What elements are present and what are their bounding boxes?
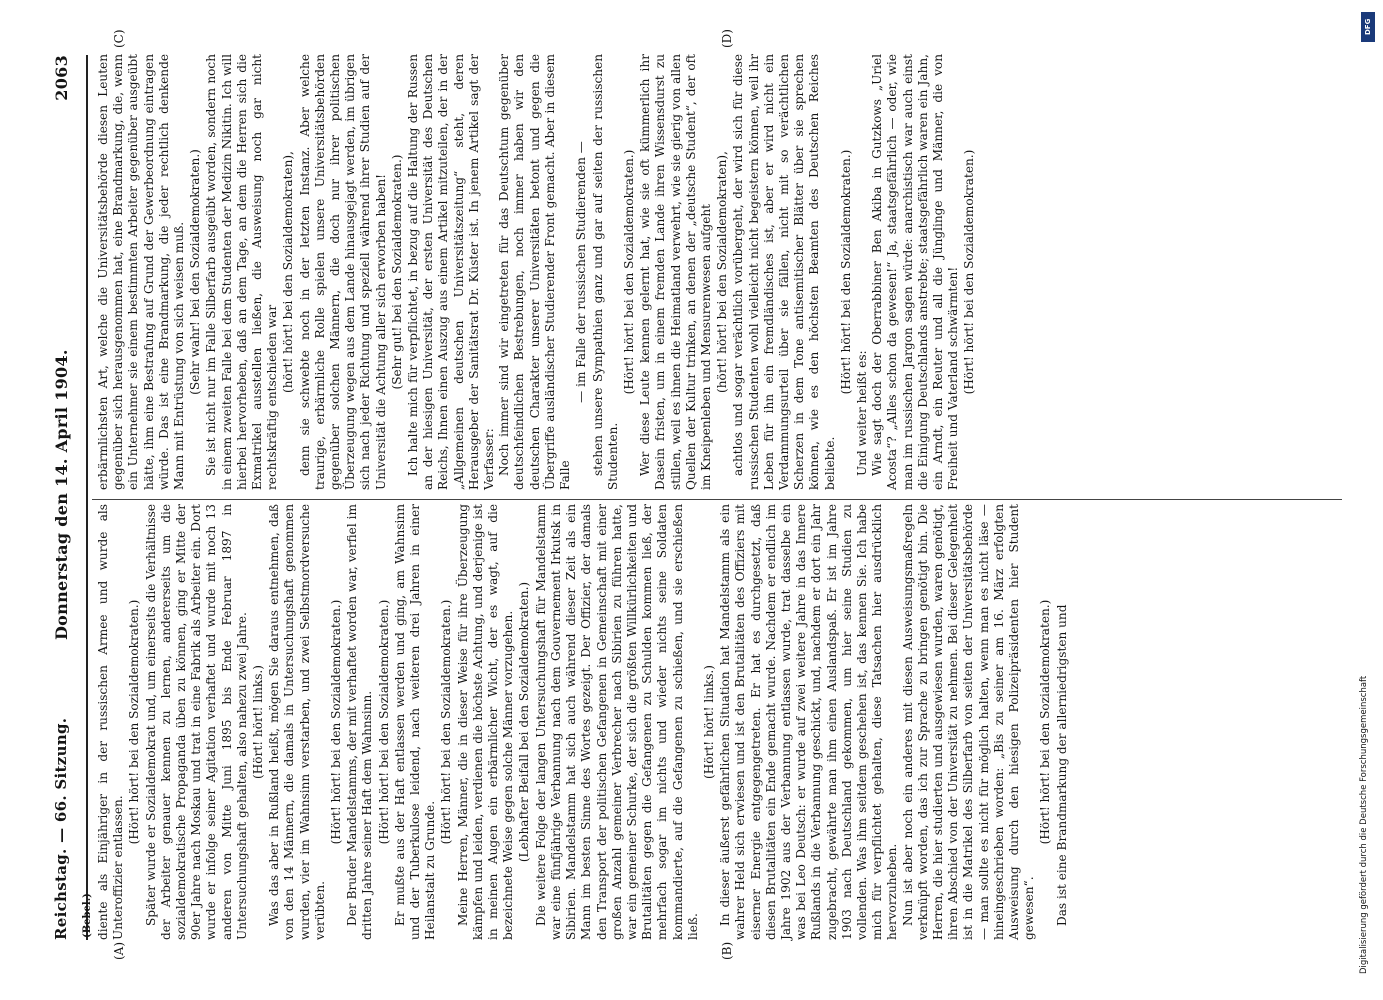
header-session: Reichstag. — 66. Sitzung.	[52, 717, 70, 940]
right-column	[96, 54, 979, 490]
left-column	[96, 504, 1070, 940]
dfg-logo: DFG	[1361, 12, 1375, 42]
paragraph: (Sehr wahr! bei den Sozialdemokraten.)	[188, 149, 203, 395]
margin-marker-a: (A)	[112, 941, 126, 960]
paragraph: Wie sagt doch der Oberrabbiner Ben Akiba in Gutzkows „Uriel Acosta“? „Alles schon da gewesen!“ Ja, staatsgefährlich — oder, wie man im russischen Jargon sagen würde: anarchistisch war auch einst die Einigung Deutschlands anstrebte; staatsgefährlich waren ein Jahn, ein Arndt, ein Reuter und all die Jünglinge und Männer, die von Freiheit und Vaterland schwärmten!	[870, 54, 961, 490]
speaker-label: (Bebel.)	[82, 893, 93, 938]
paragraph: Was das aber in Rußland heißt, mögen Sie daraus entnehmen, daß von den 14 Männern, die damals in Untersuchungshaft genommen wurden, vier im Wahnsinn verstarben, und zwei Selbstmordversuche verübten.	[267, 504, 327, 940]
paragraph: Nun ist aber noch ein anderes mit diesen Ausweisungsmaßregeln verknüpft worden, das ich zur Sprache zu bringen genötigt bin. Die Herren, die hier studierten und ausgewiesen wurden, waren genötigt, ihren Abschied von der Universität zu nehmen. Bei dieser Gelegenheit ist in die Matrikel des Silberfarb von seiten der Universitätsbehörde — man sollte es nicht für möglich halten, wenn man es nicht läse — hineingeschrieben worden: „Bis zu seiner am 16. März erfolgten Ausweisung durch den hiesigen Polizeipräsidenten hier Student gewesen“.	[900, 504, 1037, 940]
paragraph: Sie ist nicht nur im Falle Silberfarb ausgeübt worden, sondern noch in einem zweiten Falle bei dem Studenten der Medizin Nikitin. Ich will hierbei hervorheben, daß an dem Tage, an dem die Herren sich die Exmatrikel ausstellen ließen, die Ausweisung noch gar nicht rechtskräftig entschieden war	[204, 54, 280, 490]
header-page-number: 2063	[52, 55, 71, 101]
margin-marker-c: (C)	[112, 29, 126, 48]
paragraph: Der Bruder Mandelstamms, der mit verhaftet worden war, verfiel im dritten Jahre seiner Haft dem Wahnsinn.	[345, 504, 375, 940]
paragraph: Ich halte mich für verpflichtet, in bezug auf die Haltung der Russen an der hiesigen Universität, der ersten Universität des Deutschen Reichs, Ihnen einen Auszug aus einem Artikel mitzuteilen, der in der „Allgemeinen deutschen Universitätszeitung“ steht, deren Herausgeber der Sanitätsrat Dr. Küster ist. In jenem Artikel sagt der Verfasser:	[406, 54, 497, 490]
paragraph: (Hört! hört! bei den Sozialdemokraten.)	[329, 599, 344, 845]
column-divider	[92, 499, 1342, 500]
paragraph: erbärmlichsten Art, welche die Universitätsbehörde diesen Leuten gegenüber sich herausgenommen hat, eine Brandmarkung, die, wenn ein Unternehmer sie einem bestimmten Arbeiter gegenüber ausgeübt hätte, ihm eine Bestrafung auf Grund der Gewerbeordnung eintragen würde. Das ist eine Brandmarkung, die jeder rechtlich denkende Mann mit Entrüstung von sich weisen muß.	[96, 54, 187, 490]
paragraph: (hört! hört! bei den Sozialdemokraten),	[715, 151, 730, 393]
paragraph: Die weitere Folge der langen Untersuchungshaft für Mandelstamm war eine fünfjährige Verbannung nach dem Gouvernement Irkutsk in Sibirien. Mandelstamm hat sich auch während dieser Zeit als ein Mann im besten Sinne des Wortes gezeigt. Der Offizier, der damals den Transport der politischen Gefangenen in Gemeinschaft mit einer großen Anzahl gemeiner Verbrecher nach Sibirien zu führen hatte, war ein gemeiner Schurke, der sich die größten Willkürlichkeiten und Brutalitäten gegen die Gefangenen zu Schulden kommen ließ, der mehrfach sogar im nichts und wieder nichts seine Soldaten kommandierte, auf die Gefangenen zu schießen, und sie erschießen ließ.	[533, 504, 700, 940]
paragraph: Er mußte aus der Haft entlassen werden und ging, am Wahnsinn und der Tuberkulose leidend, nach weiteren drei Jahren in einer Heilanstalt zu Grunde.	[392, 504, 438, 940]
header-date: Donnerstag den 14. April 1904.	[52, 349, 71, 640]
paragraph: Wer diese Leute kennen gelernt hat, wie sie oft kümmerlich ihr Dasein fristen, um in einem fremden Lande ihren Wissensdurst zu stillen, weil es ihnen die Heimatland verwehrt, wie sie gierig von allen Quellen der Kultur trinken, an denen der „deutsche Student“, der oft im Kneipenleben und Mensurenwesen aufgeht	[638, 54, 713, 490]
paragraph: (Hört! hört! links.)	[701, 665, 716, 779]
margin-marker-b: (B)	[720, 941, 734, 960]
paragraph: Das ist eine Brandmarkung der allerniedrigsten und	[1054, 604, 1069, 926]
paragraph: (Hört! hört! bei den Sozialdemokraten.)	[376, 599, 391, 845]
paragraph: (Hört! hört! links.)	[251, 665, 266, 779]
paragraph: (Hört! hört! bei den Sozialdemokraten.)	[127, 599, 142, 845]
paragraph: diente als Einjähriger in der russischen Armee und wurde als Unteroffizier entlassen.	[96, 504, 126, 940]
margin-marker-d: (D)	[720, 29, 734, 48]
paragraph: denn sie schwebte noch in der letzten Instanz. Aber welche traurige, erbärmliche Rolle spielen unsere Universitätsbehörden gegenüber solchen Männern, die doch nur ihrer politischen Überzeugung wegen aus dem Lande hinausgejagt werden, im übrigen sich nach jeder Richtung und speziell während ihrer Studien auf der Universität die Achtung aller sich erworben haben!	[297, 54, 388, 490]
paragraph: — im Falle der russischen Studierenden —	[574, 141, 589, 403]
paragraph: (Sehr gut! bei den Sozialdemokraten.)	[389, 154, 404, 390]
paragraph: (Hört! hört! bei den Sozialdemokraten.)	[439, 599, 454, 845]
credit-text: Digitalisierung gefördert durch die Deutsche Forschungsgemeinschaft	[1359, 675, 1369, 974]
paragraph: (Lebhafter Beifall bei den Sozialdemokraten.)	[517, 581, 532, 863]
paragraph: Noch immer sind wir eingetreten für das Deutschtum gegenüber deutschfeindlichen Bestrebungen, noch immer haben wir den deutschen Charakter unserer Universitäten betont und gegen die Übergriffe ausländischer Studierender Front gemacht. Aber in diesem Falle	[497, 54, 573, 490]
paragraph: Meine Herren, Männer, die in dieser Weise für ihre Überzeugung kämpfen und leiden, verdienen die höchste Achtung, und derjenige ist in meinen Augen ein erbärmlicher Wicht, der es wagt, auf die bezeichnete Weise gegen solche Männer vorzugehen.	[455, 504, 516, 940]
paragraph: stehen unsere Sympathien ganz und gar auf seiten der russischen Studenten.	[590, 54, 620, 490]
paragraph: In dieser äußerst gefährlichen Situation hat Mandelstamm als ein wahrer Held sich erwiesen und ist den Brutalitäten des Offiziers mit eiserner Energie entgegengetreten. Er hat es durchgesetzt, daß diesen Brutalitäten ein Ende gemacht wurde. Nachdem er endlich im Jahre 1902 aus der Verbannung entlassen wurde, trat dasselbe ein was bei Leo Deutsch: er wurde auf zwei weitere Jahre in das Innere Rußlands in die Verbannung geschickt, und, nachdem er dort ein Jahr zugebracht, gewährte man ihm einen Auslandspaß. Er ist im Jahre 1903 nach Deutschland gekommen, um hier seine Studien zu vollenden. Was ihm seitdem geschehen ist, das kennen Sie. Ich habe mich für verpflichtet gehalten, diese Tatsachen hier ausdrücklich hervorzuheben.	[718, 504, 900, 940]
paragraph: Später wurde er Sozialdemokrat und, um einerseits die Verhältnisse der Arbeiter genauer kennen zu lernen, andererseits um die sozialdemokratische Propaganda üben zu können, ging er Mitte der 90er Jahre nach Moskau und trat in eine Fabrik als Arbeiter ein. Dort wurde er infolge seiner Agitation verhaftet und wurde mit noch 13 anderen von Mitte Juni 1895 bis Ende Februar 1897 in Untersuchungshaft gehalten, also nahezu zwei Jahre.	[143, 504, 249, 940]
paragraph: Und weiter heißt es:	[854, 350, 869, 476]
paragraph: (hört! hört! bei den Sozialdemokraten),	[281, 151, 296, 393]
paragraph: (Hört! hört! bei den Sozialdemokraten.)	[962, 149, 977, 395]
paragraph: achtlos und sogar verächtlich vorübergeht, der wird sich für diese russischen Studenten wohl vielleicht nicht begeistern können, weil ihr Leben für ihn ein fremdländisches ist, aber er wird nicht ein Verdammungsurteil über sie fällen, nicht mit so verächtlichen Scherzen in dem Tone antisemitischer Blätter über sie sprechen können, wie es den höchsten Beamten des Deutschen Reiches beliebte.	[731, 54, 837, 490]
paragraph: (Hört! hört! bei den Sozialdemokraten.)	[1038, 599, 1053, 845]
paragraph: (Hört! hört! bei den Sozialdemokraten.)	[838, 149, 853, 395]
header-rule	[86, 55, 88, 940]
page-header	[52, 55, 82, 940]
credit-strip	[1355, 14, 1377, 974]
paragraph: (Hört! hört! bei den Sozialdemokraten.)	[621, 149, 636, 395]
